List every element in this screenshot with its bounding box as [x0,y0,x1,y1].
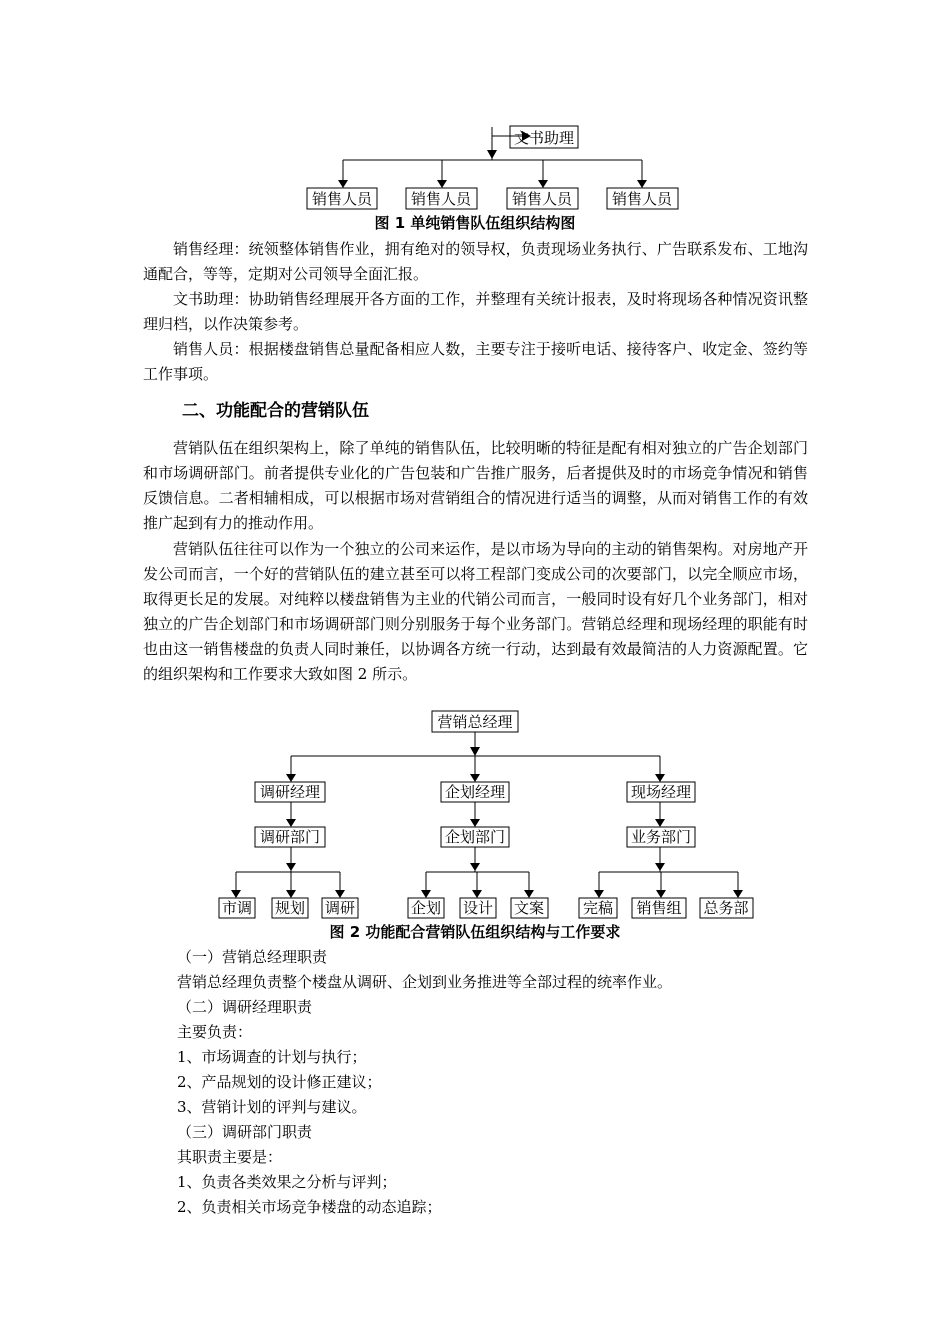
node-leaf: 销售组 [636,899,682,917]
node-research-manager: 调研经理 [259,783,321,801]
duty-item: 1、市场调查的计划与执行； [177,1048,367,1066]
node-marketing-gm: 营销总经理 [437,713,513,731]
paragraph-clerk: 文书助理：协助销售经理展开各方面的工作，并整理有关统计报表，及时将现场各种情况资讯整理归档，以作决策参考。 [143,290,808,333]
figure2-caption: 图 2 功能配合营销队伍组织结构与工作要求 [329,923,621,941]
duty-text: 主要负责： [177,1023,253,1041]
arrow-icon [656,890,666,898]
arrow-icon [655,774,665,782]
arrow-icon [286,774,296,782]
node-salesperson: 销售人员 [311,190,373,208]
duty-item: 3、营销计划的评判与建议。 [177,1098,367,1116]
arrow-icon [231,890,241,898]
arrow-icon [733,890,743,898]
arrow-icon [470,819,480,827]
node-leaf: 设计 [462,899,494,917]
duty-item: 2、负责相关市场竞争楼盘的动态追踪； [177,1198,442,1216]
duty-heading-3: （三）调研部门职责 [177,1123,313,1141]
arrow-icon [524,890,534,898]
arrow-icon [335,890,345,898]
arrow-icon [421,890,431,898]
arrow-icon [470,774,480,782]
arrow-icon [594,890,604,898]
duty-text: 营销总经理负责整个楼盘从调研、企划到业务推进等全部过程的统率作业。 [177,973,673,991]
duty-item: 2、产品规划的设计修正建议； [177,1073,382,1091]
duty-item: 1、负责各类效果之分析与评判； [177,1173,397,1191]
duty-heading-2: （二）调研经理职责 [177,998,313,1016]
paragraph-sales-manager: 销售经理：统领整体销售作业，拥有绝对的领导权，负责现场业务执行、广告联系发布、工地沟通配合，等等，定期对公司领导全面汇报。 [143,240,808,283]
node-leaf: 总务部 [703,899,749,917]
arrow-icon [472,890,482,898]
node-leaf: 企划 [410,899,442,917]
node-leaf: 文案 [513,899,545,917]
paragraph-salesperson: 销售人员：根据楼盘销售总量配备相应人数，主要专注于接听电话、接待客户、收定金、签约等工作事项。 [143,340,808,383]
node-planning-dept: 企划部门 [444,828,506,846]
node-planning-manager: 企划经理 [444,783,506,801]
arrow-icon [286,863,296,871]
arrow-icon [655,819,665,827]
node-research-dept: 调研部门 [259,828,321,846]
arrow-icon [286,819,296,827]
node-site-manager: 现场经理 [630,783,692,801]
node-salesperson: 销售人员 [410,190,472,208]
arrow-icon [655,863,665,871]
arrow-icon [470,747,480,756]
paragraph-marketing-team: 营销队伍在组织架构上，除了单纯的销售队伍，比较明晰的特征是配有相对独立的广告企划部门和市场调研部门。前者提供专业化的广告包装和广告推广服务，后者提供及时的市场竞争情况和销售反馈信息。二者相辅相成，可以根据市场对营销组合的情况进行适当的调整，从而对销售工作的有效推广起到有力的推动作用。 [143,439,808,532]
node-leaf: 规划 [274,899,306,917]
node-salesperson: 销售人员 [611,190,673,208]
arrow-icon [286,890,296,898]
figure1-caption: 图 1 单纯销售队伍组织结构图 [374,214,576,232]
node-leaf: 市调 [221,899,253,917]
node-leaf: 调研 [324,899,356,917]
node-leaf: 完稿 [582,899,614,917]
node-salesperson: 销售人员 [511,190,573,208]
duty-text: 其职责主要是： [177,1148,283,1166]
section-heading: 二、功能配合的营销队伍 [182,401,369,421]
node-clerk: 文书助理 [513,129,575,147]
node-business-dept: 业务部门 [630,828,692,846]
arrow-icon [470,863,480,871]
paragraph-marketing-operation: 营销队伍往往可以作为一个独立的公司来运作，是以市场为导向的主动的销售架构。对房地产开发公司而言，一个好的营销队伍的建立甚至可以将工程部门变成公司的次要部门，以完全顺应市场，取得更长足的发展。对纯粹以楼盘销售为主业的代销公司而言，一般同时设有好几个业务部门，相对独立的广告企划部门和市场调研部门则分别服务于每个业务部门。营销总经理和现场经理的职能有时也由这一销售楼盘的负责人同时兼任，以协调各方统一行动，达到最有效最简洁的人力资源配置。它的组织架构和工作要求大致如图 2 所示。 [143,540,808,683]
duty-heading-1: （一）营销总经理职责 [177,948,328,966]
